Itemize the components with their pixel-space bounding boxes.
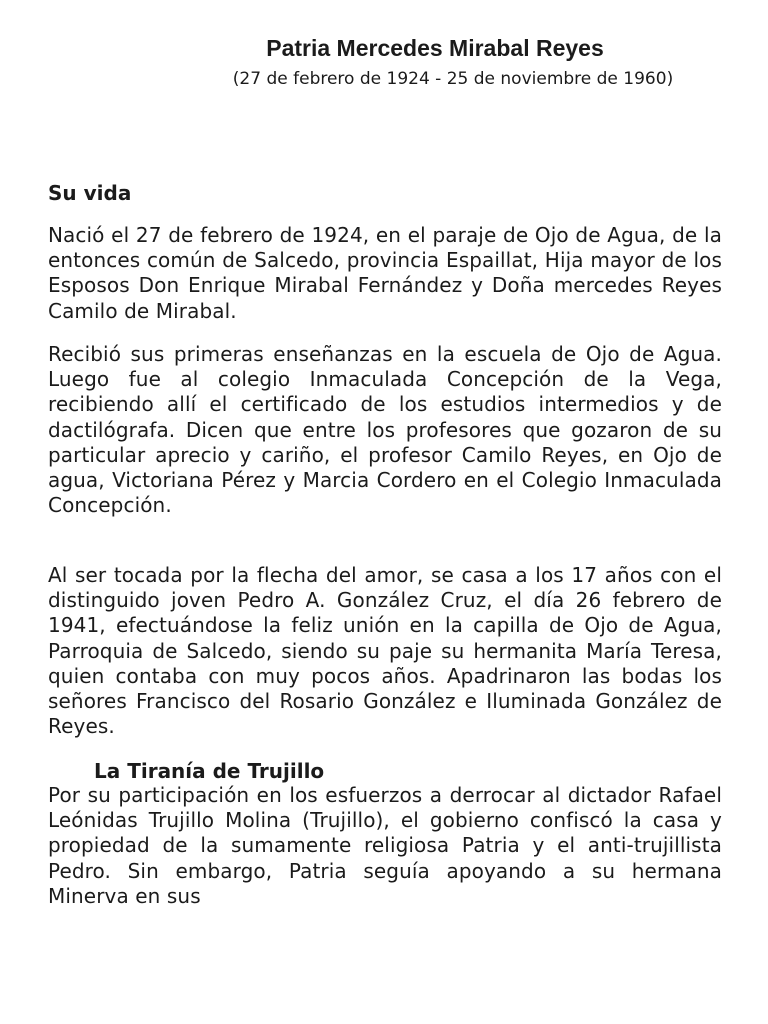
paragraph-education: Recibió sus primeras enseñanzas en la escuela de Ojo de Agua. Luego fue al colegio Inmaculada Concepción de la Vega, recibiendo allí el certificado de los estudios intermedios y de dactilógrafa. Dicen que entre los profesores que gozaron de su particular aprecio y cariño, el profesor Camilo Reyes, en Ojo de agua, Victoriana Pérez y Marcia Cordero en el Colegio Inmaculada Concepción. — [48, 342, 722, 518]
paragraph-birth: Nació el 27 de febrero de 1924, en el paraje de Ojo de Agua, de la entonces común de Salcedo, provincia Espaillat, Hija mayor de los Esposos Don Enrique Mirabal Fernández y Doña mercedes Reyes Camilo de Mirabal. — [48, 223, 722, 323]
paragraph-marriage: Al ser tocada por la flecha del amor, se casa a los 17 años con el distinguido joven Pedro A. González Cruz, el día 26 febrero de 1941, efectuándose la feliz unión en la capilla de Ojo de Agua, Parroquia de Salcedo, siendo su paje su hermanita María Teresa, quien contaba con muy pocos años. Apadrinaron las bodas los señores Francisco del Rosario González e Iluminada González de Reyes. — [48, 563, 722, 739]
section-heading-su-vida: Su vida — [48, 181, 132, 205]
document-title: Patria Mercedes Mirabal Reyes — [266, 35, 604, 61]
document-dates: (27 de febrero de 1924 - 25 de noviembre de 1960) — [232, 69, 674, 89]
subheading-tirania: La Tiranía de Trujillo — [94, 759, 325, 783]
paragraph-tirania: Por su participación en los esfuerzos a derrocar al dictador Rafael Leónidas Trujillo Molina (Trujillo), el gobierno confiscó la casa y propiedad de la sumamente religiosa Patria y el anti-trujillista Pedro. Sin embargo, Patria seguía apoyando a su hermana Minerva en sus — [48, 783, 722, 908]
